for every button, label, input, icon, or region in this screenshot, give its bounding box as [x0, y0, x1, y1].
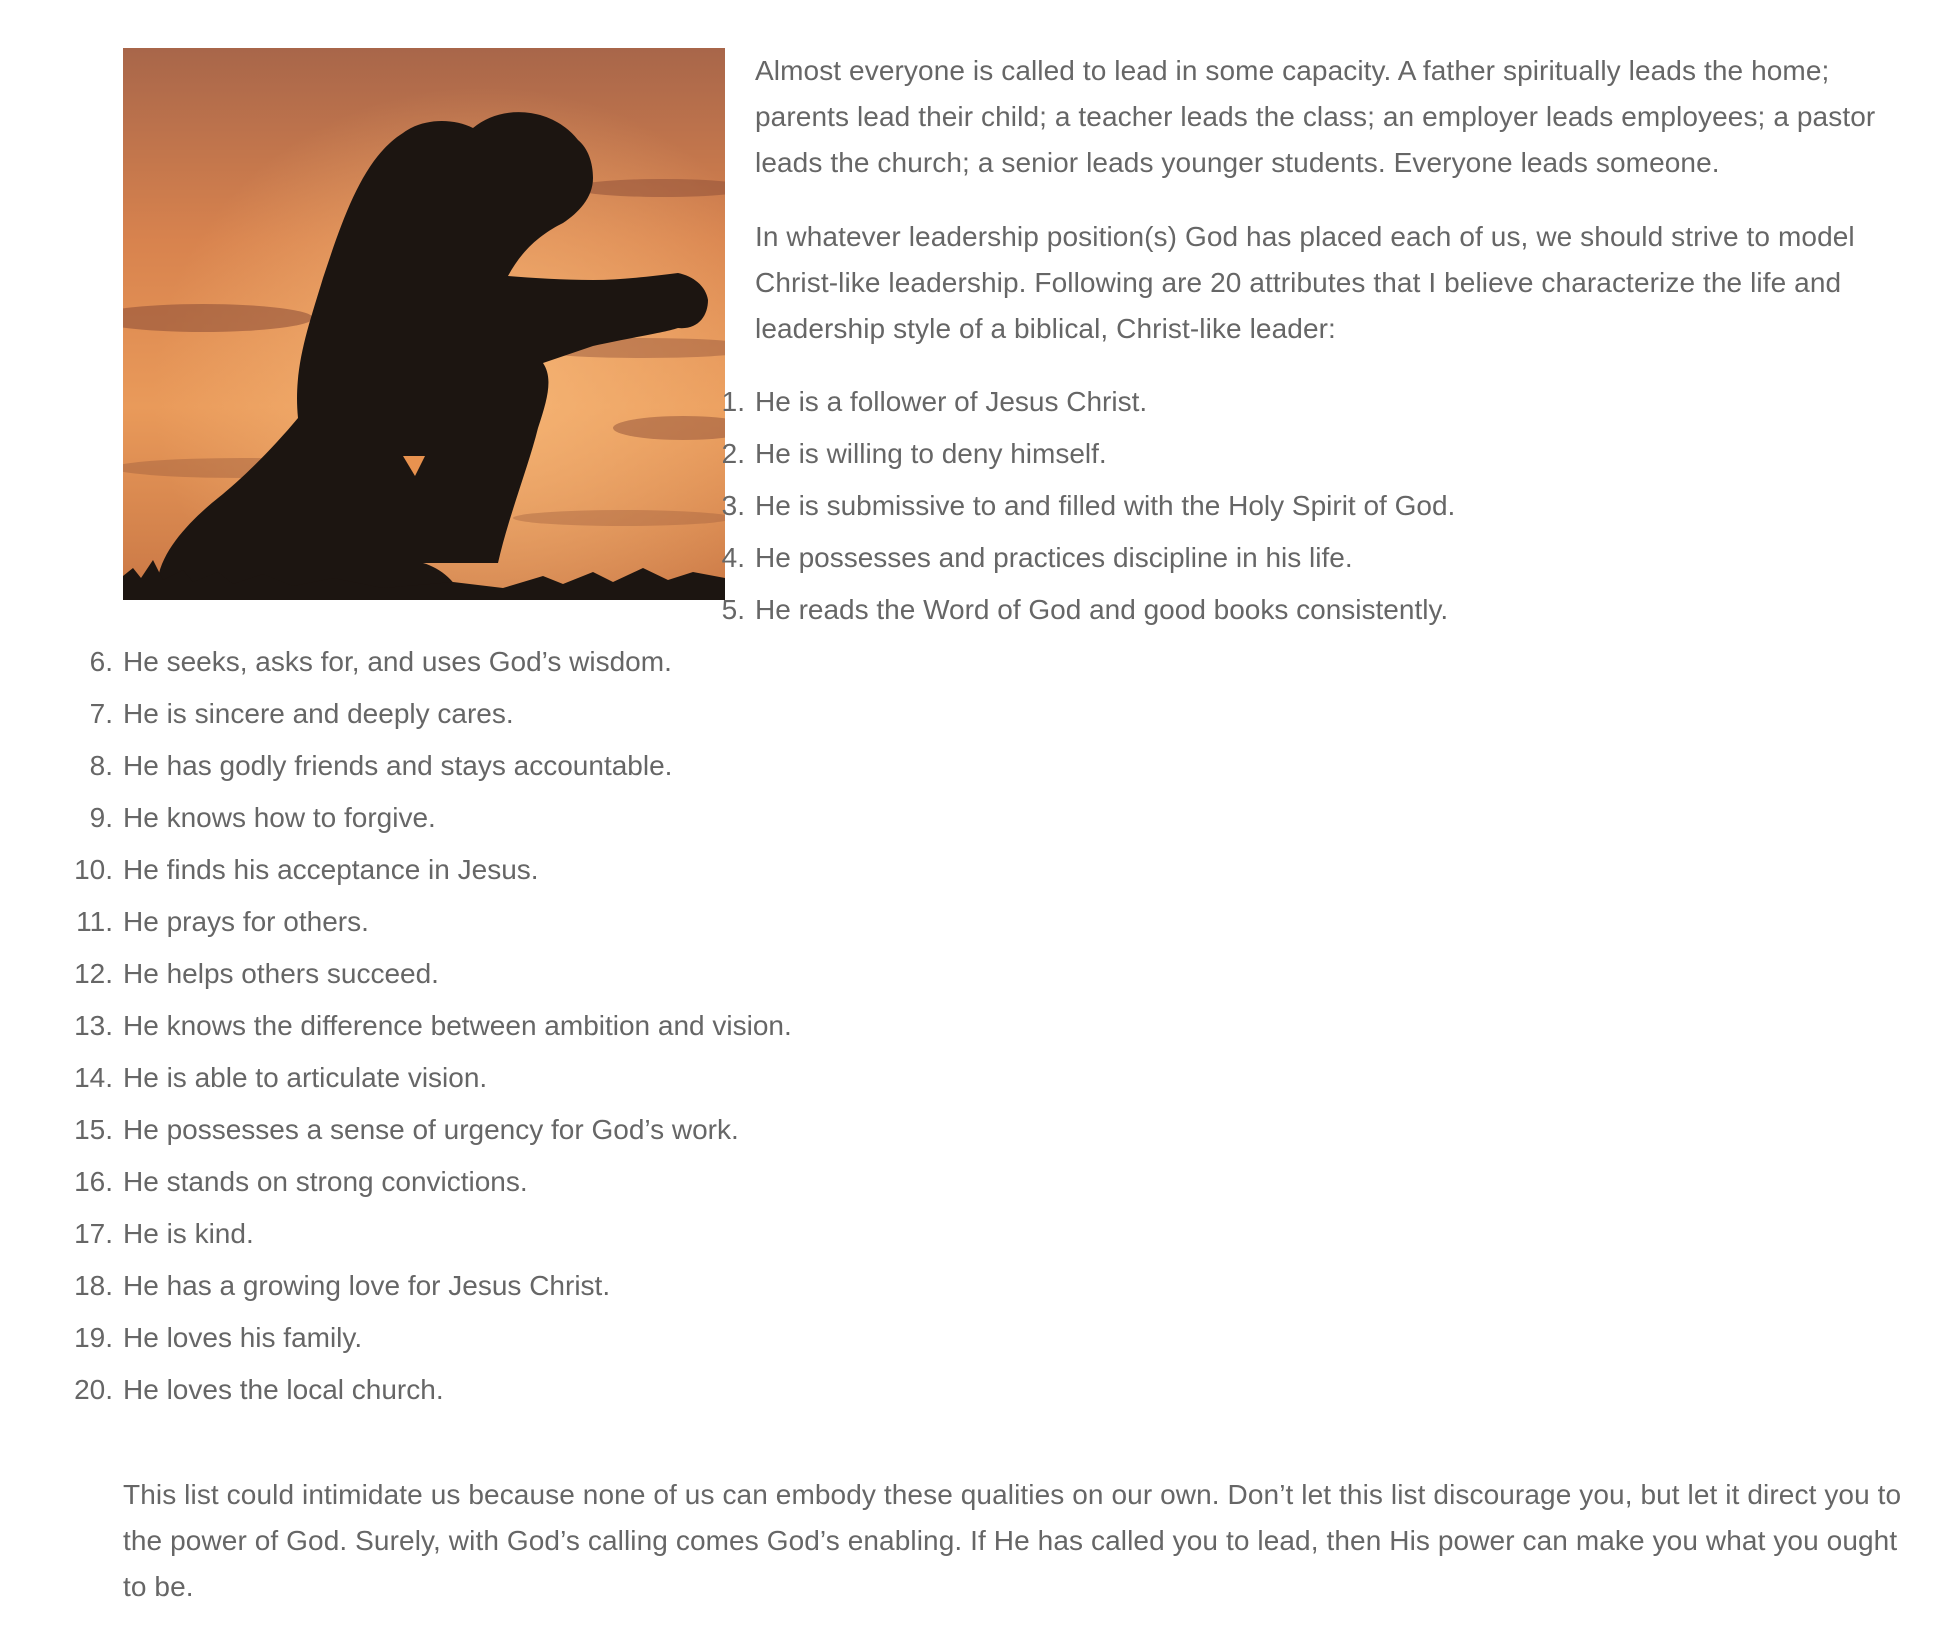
- list-item: [74, 1312, 1923, 1364]
- list-item: [74, 1000, 1923, 1052]
- list-item: [89, 636, 1923, 688]
- list-item-text: He knows how to forgive.: [123, 802, 436, 833]
- list-item-text: He finds his acceptance in Jesus.: [123, 854, 539, 885]
- article-content: [74, 48, 1923, 1610]
- list-item: [74, 1364, 1923, 1416]
- list-item: [123, 428, 1923, 480]
- list-item-number: 4.: [721, 542, 745, 573]
- list-item-number: 16.: [74, 1166, 113, 1197]
- list-item: [89, 792, 1923, 844]
- list-item-text: He prays for others.: [123, 906, 369, 937]
- list-item: [74, 1208, 1923, 1260]
- list-item: [89, 688, 1923, 740]
- list-item-text: He possesses a sense of urgency for God’s work.: [123, 1114, 739, 1145]
- list-item-text: He loves the local church.: [123, 1374, 444, 1405]
- list-item-text: He is a follower of Jesus Christ.: [755, 386, 1148, 417]
- list-item-number: 5.: [721, 594, 745, 625]
- list-item-text: He loves his family.: [123, 1322, 363, 1353]
- list-item-number: 15.: [74, 1114, 113, 1145]
- list-item: [74, 1052, 1923, 1104]
- list-item-number: 17.: [74, 1218, 113, 1249]
- list-item-text: He helps others succeed.: [123, 958, 439, 989]
- list-item-number: 11.: [76, 906, 113, 937]
- list-item-text: He is submissive to and filled with the Holy Spirit of God.: [755, 490, 1456, 521]
- list-item-text: He knows the difference between ambition and vision.: [123, 1010, 792, 1041]
- list-item-number: 14.: [74, 1062, 113, 1093]
- list-item-text: He reads the Word of God and good books consistently.: [755, 594, 1449, 625]
- list-item-text: He has godly friends and stays accountable.: [123, 750, 673, 781]
- intro-paragraph: In whatever leadership position(s) God has placed each of us, we should strive to model Christ-like leadership. Following are 20 attributes that I believe characterize the life and leadership style of a biblical, Christ-like leader:: [755, 221, 1855, 344]
- list-item-text: He stands on strong convictions.: [123, 1166, 528, 1197]
- list-item-text: He is sincere and deeply cares.: [123, 698, 514, 729]
- list-item: [123, 480, 1923, 532]
- intro-paragraph: Almost everyone is called to lead in some capacity. A father spiritually leads the home; parents lead their child; a teacher leads the class; an employer leads employees; a pastor leads the church; a senior leads younger students. Everyone leads someone.: [755, 55, 1876, 178]
- list-item-number: 9.: [89, 802, 113, 833]
- closing-paragraph: This list could intimidate us because none of us can embody these qualities on our own. Don’t let this list discourage you, but let it direct you to the power of God. Surely, with God’s calling comes God’s enabling. If He has called you to lead, then His power can make you what you ought to be.: [123, 1479, 1902, 1602]
- list-item: [74, 844, 1923, 896]
- list-item-number: 13.: [74, 1010, 113, 1041]
- list-item-number: 2.: [721, 438, 745, 469]
- list-item-number: 6.: [89, 646, 113, 677]
- list-item-text: He seeks, asks for, and uses God’s wisdom.: [123, 646, 672, 677]
- list-item-number: 12.: [74, 958, 113, 989]
- list-item-number: 7.: [89, 698, 113, 729]
- list-item-number: 19.: [74, 1322, 113, 1353]
- list-item-number: 20.: [74, 1374, 113, 1405]
- list-item-text: He has a growing love for Jesus Christ.: [123, 1270, 611, 1301]
- list-item-number: 10.: [74, 854, 113, 885]
- list-item: [76, 896, 1923, 948]
- list-item: [74, 1104, 1923, 1156]
- list-item: [74, 1156, 1923, 1208]
- list-item: [74, 948, 1923, 1000]
- list-item-number: 18.: [74, 1270, 113, 1301]
- list-item: [123, 376, 1923, 428]
- list-item-number: 3.: [721, 490, 745, 521]
- list-item-text: He is kind.: [123, 1218, 254, 1249]
- list-item-number: 1.: [721, 386, 745, 417]
- list-item-text: He is able to articulate vision.: [123, 1062, 488, 1093]
- list-item-number: 8.: [89, 750, 113, 781]
- list-item: [123, 584, 1923, 636]
- list-item: [123, 532, 1923, 584]
- list-item: [74, 1260, 1923, 1312]
- list-item: [89, 740, 1923, 792]
- attributes-list: [74, 376, 1923, 1416]
- list-item-text: He is willing to deny himself.: [755, 438, 1107, 469]
- list-item-text: He possesses and practices discipline in his life.: [755, 542, 1353, 573]
